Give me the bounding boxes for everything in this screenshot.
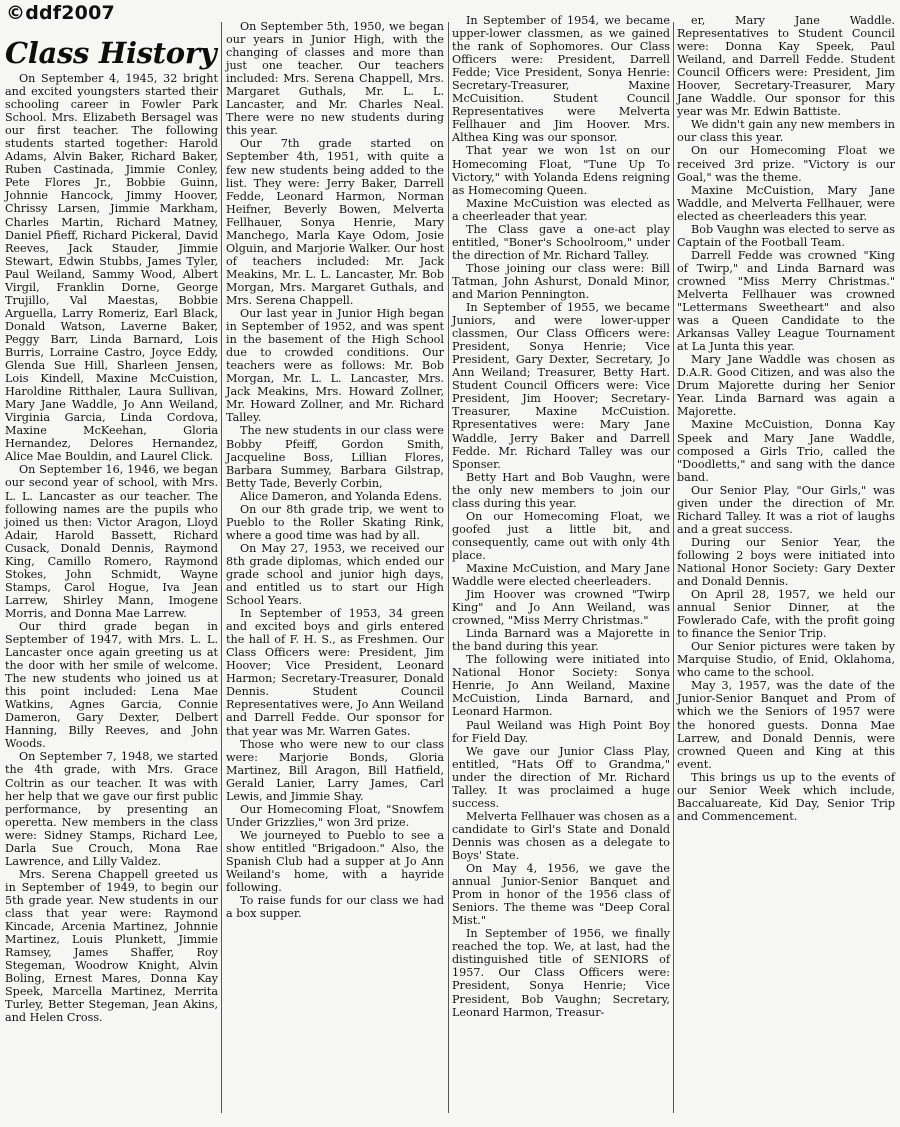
- column-paragraphs: [5, 72, 218, 1024]
- article-paragraph: We journeyed to Pueblo to see a show entitled "Brigadoon." Also, the Spanish Club had a supper at Jo Ann Weiland's home, with a hayride following.: [226, 828, 444, 895]
- article-paragraph: Bob Vaughn was elected to serve as Captain of the Football Team.: [677, 222, 895, 249]
- article-paragraph: Maxine McCuistion was elected as a cheerleader that year.: [452, 196, 670, 223]
- article-paragraph: Our third grade began in September of 1947, with Mrs. L. L. Lancaster once again greeting us at the door with her smile of welcome. The new students who joined us at this point included: Lena Mae Watkins, Agnes Garcia, Connie Dameron, Gary Dexter, Delbert Hanning, Billy Reeves, and John Woods.: [5, 619, 218, 751]
- article-column-2: [226, 20, 444, 920]
- article-paragraph: Those who were new to our class were: Marjorie Bonds, Gloria Martinez, Bill Aragon, Bill Hatfield, Gerald Lanier, Larry James, Carl Lewis, and Jimmie Shay.: [226, 737, 444, 803]
- article-paragraph: Melverta Fellhauer was chosen as a candidate to Girl's State and Donald Dennis was chosen as a delegate to Boys' State.: [452, 809, 670, 862]
- article-paragraph: We didn't gain any new members in our class this year.: [677, 118, 895, 145]
- article-paragraph: Linda Barnard was a Majorette in the band during this year.: [452, 627, 670, 654]
- article-paragraph: To raise funds for our class we had a box supper.: [226, 894, 444, 921]
- article-paragraph: We gave our Junior Class Play, entitled, "Hats Off to Grandma," under the direction of Mr. Richard Talley. It was proclaimed a huge success.: [452, 744, 670, 810]
- article-paragraph: In September of 1956, we finally reached the top. We, at last, had the distinguished title of SENIORS of 1957. Our Class Officers were: President, Sonya Henrie; Vice President, Bob Vaughn; Secretary, Leonard Harmon, Treasur-: [452, 927, 670, 1019]
- column-divider: [673, 22, 674, 1113]
- article-paragraph: On September 7, 1948, we started the 4th grade, with Mrs. Grace Coltrin as our teacher. It was with her help that we gave our first public performance, by presenting an operetta. New members in the class were: Sidney Stamps, Richard Lee, Darla Sue Crouch, Mona Rae Lawrence, and Lilly Valdez.: [5, 750, 218, 868]
- article-paragraph: On our Homecoming Float we received 3rd prize. "Victory is our Goal," was the theme.: [677, 144, 895, 184]
- article-paragraph: On April 28, 1957, we held our annual Senior Dinner, at the Fowlerado Cafe, with the profit going to finance the Senior Trip.: [677, 588, 895, 641]
- headline: Class History: [5, 36, 217, 70]
- article-paragraph: er, Mary Jane Waddle. Representatives to Student Council were: Donna Kay Speek, Paul Weiland, and Darrell Fedde. Student Council Officers were: President, Jim Hoover, Secretary-Treasurer, Mary Jane Waddle. Our sponsor for this year was Mr. Edwin Battiste.: [677, 14, 895, 119]
- article-paragraph: Darrell Fedde was crowned "King of Twirp," and Linda Barnard was crowned "Miss Merry Christmas." Melverta Fellhauer was crowned "Lettermans Sweetheart" and also was a Queen Candidate to the Arkansas Valley League Tournament at La Junta this year.: [677, 248, 895, 354]
- article-paragraph: Mrs. Serena Chappell greeted us in September of 1949, to begin our 5th grade year. New students in our class that year were: Raymond Kincade, Arcenia Martinez, Johnnie Martinez, Louis Plunkett, Jimmie Ramsey, James Shaffer, Roy Stegeman, Woodrow Knight, Alvin Boling, Ernest Mares, Donna Kay Speek, Marcella Martinez, Merrita Turley, Better Stegeman, Jean Akins, and Helen Cross.: [5, 867, 218, 1025]
- article-paragraph: That year we won 1st on our Homecoming Float, "Tune Up To Victory," with Yolanda Edens reigning as Homecoming Queen.: [452, 144, 670, 197]
- article-paragraph: On September 16, 1946, we began our second year of school, with Mrs. L. L. Lancaster as our teacher. The following names are the pupils who joined us then: Victor Aragon, Lloyd Adair, Harold Bassett, Richard Cusack, Donald Dennis, Raymond King, Camillo Romero, Raymond Stokes, John Schmidt, Wayne Stamps, Carol Hogue, Iva Jean Larrew, Shirley Mann, Imogene Morris, and Donna Mae Larrew.: [5, 463, 218, 620]
- article-paragraph: Maxine McCuistion, Donna Kay Speek and Mary Jane Waddle, composed a Girls Trio, called the "Doodletts," and sang with the dance band.: [677, 418, 895, 484]
- article-paragraph: On September 5th, 1950, we began our years in Junior High, with the changing of classes and more than just one teacher. Our teachers included: Mrs. Serena Chappell, Mrs. Margaret Guthals, Mr. L. L. Lancaster, and Mr. Charles Neal. There were no new students during this year.: [226, 20, 444, 138]
- copyright-watermark: ©ddf2007: [6, 2, 115, 24]
- article-paragraph: May 3, 1957, was the date of the Junior-Senior Banquet and Prom of which we the Seniors of 1957 were the honored guests. Donna Mae Larrew, and Donald Dennis, were crowned Queen and King at this event.: [677, 679, 895, 771]
- article-paragraph: Our Homecoming Float, "Snowfem Under Grizzlies," won 3rd prize.: [226, 802, 444, 829]
- article-paragraph: Paul Weiland was High Point Boy for Field Day.: [452, 718, 670, 745]
- article-paragraph: Betty Hart and Bob Vaughn, were the only new members to join our class during this year.: [452, 470, 670, 510]
- article-paragraph: In September of 1954, we became upper-lower classmen, as we gained the rank of Sophomores. Our Class Officers were: President, Darrell Fedde; Vice President, Sonya Henrie: Secretary-Treasurer, Maxine McCuisition. Student Council Representatives were Melverta Fellhauer and Jim Hoover. Mrs. Althea King was our sponsor.: [452, 14, 670, 145]
- column-paragraphs: [226, 20, 444, 920]
- article-paragraph: Those joining our class were: Bill Tatman, John Ashurst, Donald Minor, and Marion Pennington.: [452, 261, 670, 301]
- article-paragraph: On our 8th grade trip, we went to Pueblo to the Roller Skating Rink, where a good time was had by all.: [226, 502, 444, 542]
- article-paragraph: On September 4, 1945, 32 bright and excited youngsters started their schooling career in Fowler Park School. Mrs. Elizabeth Bersagel was our first teacher. The following students started together: Harold Adams, Alvin Baker, Richard Baker, Ruben Castinada, Jimmie Conley, Pete Flores Jr., Bobbie Guinn, Johnnie Hancock, Jimmy Hoover, Chrissy Larsen, Jimmie Markham, Charles Martin, Richard Matney, Daniel Pfieff, Richard Pickeral, David Reeves, Jack Stauder, Jimmie Stewart, Edwin Stubbs, James Tyler, Paul Weiland, Sammy Wood, Albert Virgil, Franklin Dorne, George Trujillo, Val Maestas, Bobbie Arguella, Larry Romeriz, Earl Black, Donald Watson, Laverne Baker, Peggy Barr, Linda Barnard, Lois Burris, Lorraine Castro, Joyce Eddy, Glenda Sue Hill, Sharleen Jensen, Lois Kindell, Maxine McCuistion, Haroldine Ritthaler, Laura Sullivan, Mary Jane Waddle, Jo Ann Weiland, Virginia Garcia, Linda Cordova, Maxine McKeehan, Gloria Hernandez, Delores Hernandez, Alice Mae Bouldin, and Laurel Click.: [5, 72, 218, 464]
- article-paragraph: On May 4, 1956, we gave the annual Junior-Senior Banquet and Prom in honor of the 1956 class of Seniors. The theme was "Deep Coral Mist.": [452, 862, 670, 928]
- article-paragraph: Maxine McCuistion, and Mary Jane Waddle were elected cheerleaders.: [452, 561, 670, 589]
- article-paragraph: Alice Dameron, and Yolanda Edens.: [240, 489, 442, 503]
- article-paragraph: Mary Jane Waddle was chosen as D.A.R. Good Citizen, and was also the Drum Majorette during her Senior Year. Linda Barnard was again a Majorette.: [677, 353, 895, 419]
- article-paragraph: On May 27, 1953, we received our 8th grade diplomas, which ended our grade school and junior high days, and entitled us to start our High School Years.: [226, 541, 444, 608]
- article-paragraph: This brings us up to the events of our Senior Week which include, Baccaluareate, Kid Day, Senior Trip and Commencement.: [677, 770, 895, 823]
- article-paragraph: Our 7th grade started on September 4th, 1951, with quite a few new students being added to the list. They were: Jerry Baker, Darrell Fedde, Leonard Harmon, Norman Heifner, Beverly Bowen, Melverta Fellhauer, Sonya Henrie, Mary Manchego, Marla Kaye Odom, Josie Olguin, and Marjorie Walker. Our host of teachers included: Mr. Jack Meakins, Mr. L. L. Lancaster, Mr. Bob Morgan, Mrs. Margaret Guthals, and Mrs. Serena Chappell.: [226, 137, 444, 307]
- article-paragraph: On our Homecoming Float, we goofed just a little bit, and consequently, came out with only 4th place.: [452, 509, 670, 562]
- column-paragraphs: [677, 14, 895, 823]
- article-paragraph: In September of 1955, we became Juniors, and were lower-upper classmen, Our Class Officers were: President, Sonya Henrie; Vice President, Gary Dexter, Secretary, Jo Ann Weiland; Treasurer, Betty Hart. Student Council Officers were: Vice President, Jim Hoover; Secretary-Treasurer, Maxine McCuistion. Rpresentatives were: Mary Jane Waddle, Jerry Baker and Darrell Fedde. Mr. Richard Talley was our Sponser.: [452, 301, 670, 471]
- article-paragraph: The following were initiated into National Honor Society: Sonya Henrie, Jo Ann Weiland, Maxine McCuistion, Linda Barnard, and Leonard Harmon.: [452, 653, 670, 719]
- article-paragraph: Our last year in Junior High began in September of 1952, and was spent in the basement of the High School due to crowded conditions. Our teachers were as follows: Mr. Bob Morgan, Mr. L. L. Lancaster, Mrs. Jack Meakins, Mrs. Howard Zollner, Mr. Howard Zollner, and Mr. Richard Talley.: [226, 307, 444, 425]
- column-paragraphs: [452, 14, 670, 1019]
- column-divider: [448, 22, 449, 1113]
- article-paragraph: The new students in our class were Bobby Pfeiff, Gordon Smith, Jacqueline Boss, Lillian Flores, Barbara Summey, Barbara Gilstrap, Betty Tade, Beverly Corbin,: [226, 424, 444, 490]
- article-paragraph: The Class gave a one-act play entitled, "Boner's Schoolroom," under the direction of Mr. Richard Talley.: [452, 222, 670, 262]
- article-paragraph: In September of 1953, 34 green and excited boys and girls entered the hall of F. H. S., as Freshmen. Our Class Officers were: President, Jim Hoover; Vice President, Leonard Harmon; Secretary-Treasurer, Donald Dennis. Student Council Representatives were, Jo Ann Weiland and Darrell Fedde. Our sponsor for that year was Mr. Warren Gates.: [226, 607, 444, 738]
- column-divider: [221, 22, 222, 1113]
- article-paragraph: During our Senior Year, the following 2 boys were initiated into National Honor Society: Gary Dexter and Donald Dennis.: [677, 535, 895, 589]
- article-paragraph: Our Senior pictures were taken by Marquise Studio, of Enid, Oklahoma, who came to the school.: [677, 640, 895, 680]
- article-paragraph: Jim Hoover was crowned "Twirp King" and Jo Ann Weiland, was crowned, "Miss Merry Christmas.": [452, 588, 670, 628]
- article-column-3: [452, 14, 670, 1019]
- article-column-1: [5, 36, 218, 1024]
- article-column-4: [677, 14, 895, 823]
- article-paragraph: Maxine McCuistion, Mary Jane Waddle, and Melverta Fellhauer, were elected as cheerleaders this year.: [677, 183, 895, 223]
- article-paragraph: Our Senior Play, "Our Girls," was given under the direction of Mr. Richard Talley. It was a riot of laughs and a great success.: [677, 483, 895, 536]
